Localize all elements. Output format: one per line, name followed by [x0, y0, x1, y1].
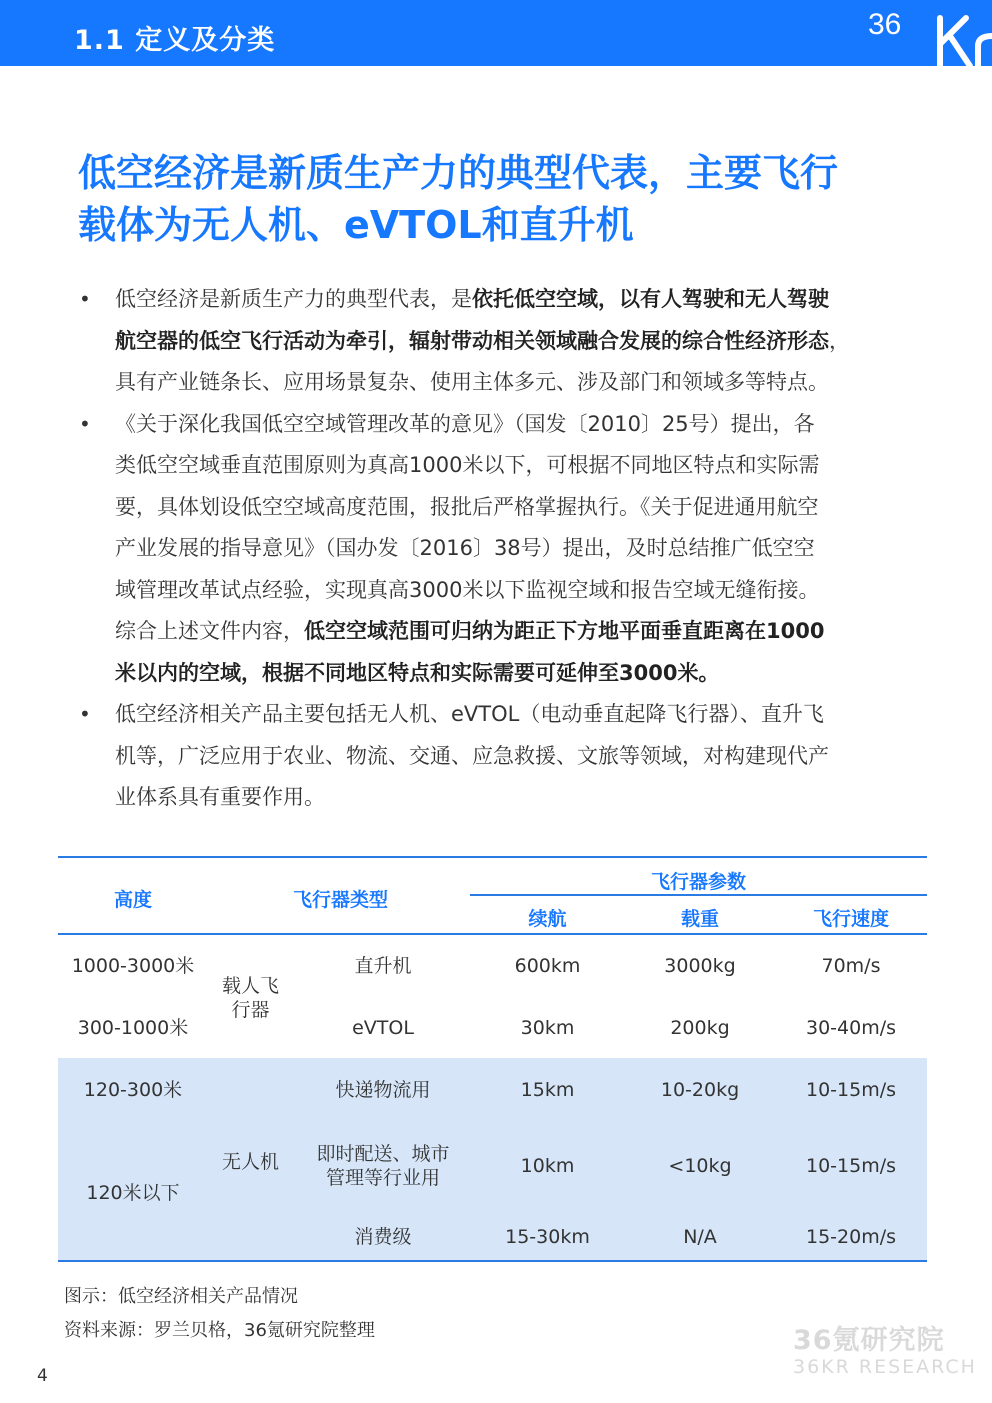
bullet-dot: •	[79, 411, 91, 436]
bullet-line	[115, 528, 925, 570]
row-range: 15km	[520, 1079, 575, 1101]
header-height: 高度	[113, 889, 152, 911]
bullet-line	[115, 570, 925, 612]
bullet-line	[115, 487, 925, 529]
row-range: 30km	[520, 1017, 575, 1039]
section-title: 1.1 定义及分类	[74, 25, 276, 56]
body-text: 低空经济是新质生产力的典型代表，是	[115, 287, 472, 311]
bullet-list	[75, 279, 925, 819]
bullet-line	[115, 694, 925, 736]
page-headline	[78, 147, 938, 251]
bullet-line	[115, 445, 925, 487]
watermark-en: 36KR RESEARCH	[793, 1356, 977, 1378]
source-caption: 资料来源：罗兰贝格，36氪研究院整理	[64, 1320, 375, 1341]
header-params: 飞行器参数	[650, 871, 746, 893]
watermark-cn: 36氪研究院	[793, 1325, 945, 1356]
row-speed: 30-40m/s	[805, 1017, 897, 1039]
row-payload: 10-20kg	[660, 1079, 740, 1101]
row-payload: 3000kg	[664, 955, 736, 977]
row-range: 10km	[520, 1155, 575, 1177]
bullet-line	[115, 777, 925, 819]
height-300-1000: 300-1000米	[77, 1017, 189, 1039]
row-type: 消费级	[354, 1226, 412, 1248]
body-text: 要，具体划设低空空域高度范围，报批后严格掌握执行。《关于促进通用航空	[115, 494, 819, 519]
body-text: 《关于深化我国低空空域管理改革的意见》（国发〔2010〕25号）提出，各	[115, 411, 815, 436]
height-120-300: 120-300米	[83, 1079, 183, 1101]
row-speed: 10-15m/s	[805, 1079, 897, 1101]
figure-caption: 图示：低空经济相关产品情况	[64, 1286, 298, 1307]
body-text: ，	[829, 328, 850, 353]
row-speed: 70m/s	[821, 955, 881, 977]
bullet-line	[115, 653, 925, 695]
bold-text: 航空器的低空飞行活动为牵引，辐射带动相关领域融合发展的综合性经济形态	[115, 328, 829, 353]
row-type-line: 即时配送、城市	[316, 1143, 450, 1165]
body-text: 域管理改革试点经验，实现真高3000米以下监视空域和报告空域无缝衔接。	[115, 577, 820, 602]
body-text: 产业发展的指导意见》（国办发〔2016〕38号）提出，及时总结推广低空空	[115, 536, 815, 560]
row-range: 15-30km	[505, 1226, 590, 1248]
row-speed: 15-20m/s	[805, 1226, 897, 1248]
bullet-line	[115, 611, 925, 653]
body-text: 综合上述文件内容，	[115, 619, 304, 643]
bullet-line	[115, 736, 925, 778]
bullet-line	[115, 279, 925, 321]
bold-text: 低空空域范围可归纳为距正下方地平面垂直距离在1000	[304, 619, 825, 643]
row-type-line: 管理等行业用	[325, 1167, 440, 1189]
bullet-item	[75, 404, 925, 695]
body-text: 具有产业链条长、应用场景复杂、使用主体多元、涉及部门和领域多等特点。	[115, 370, 829, 394]
row-type	[303, 1142, 463, 1190]
36kr-logo	[862, 0, 992, 66]
bold-text: 依托低空空域，以有人驾驶和无人驾驶	[472, 287, 829, 311]
row-type: 快递物流用	[335, 1079, 431, 1101]
bullet-line	[115, 362, 925, 404]
bullet-line	[115, 404, 925, 446]
header-type: 飞行器类型	[292, 889, 388, 911]
bold-text: 米以内的空域，根据不同地区特点和实际需要可延伸至3000米。	[115, 660, 720, 685]
height-1000-3000: 1000-3000米	[71, 955, 195, 977]
table-sub-rule	[470, 894, 927, 896]
bullet-dot: •	[79, 287, 91, 311]
bullet-item	[75, 694, 925, 819]
header-payload: 载重	[680, 908, 719, 930]
row-payload: <10kg	[668, 1155, 732, 1177]
row-speed: 10-15m/s	[805, 1155, 897, 1177]
body-text: 机等，广泛应用于农业、物流、交通、应急救援、文旅等领域，对构建现代产	[115, 743, 829, 768]
logo-36-text: 36	[868, 8, 902, 41]
page-number: 4	[37, 1366, 48, 1386]
header-range: 续航	[528, 908, 567, 930]
row-range: 600km	[514, 955, 581, 977]
group-drone: 无人机	[221, 1151, 279, 1173]
headline-line-1: 低空经济是新质生产力的典型代表，主要飞行	[78, 151, 839, 195]
bullet-line	[115, 321, 925, 363]
headline-line-2: 载体为无人机、eVTOL和直升机	[78, 203, 634, 247]
row-type: eVTOL	[352, 1017, 414, 1039]
row-payload: N/A	[683, 1226, 717, 1248]
group-manned: 载人飞 行器	[221, 975, 279, 1021]
table-header-rule	[58, 933, 927, 935]
bullet-item	[75, 279, 925, 404]
height-below-120: 120米以下	[86, 1182, 180, 1204]
bullet-dot: •	[79, 702, 91, 726]
body-text: 业体系具有重要作用。	[115, 785, 325, 809]
header-speed: 飞行速度	[812, 908, 889, 930]
body-text: 类低空空域垂直范围原则为真高1000米以下，可根据不同地区特点和实际需	[115, 453, 820, 477]
table-top-rule	[58, 856, 927, 858]
table-bottom-rule	[58, 1260, 927, 1262]
row-payload: 200kg	[670, 1017, 730, 1039]
body-text: 低空经济相关产品主要包括无人机、eVTOL（电动垂直起降飞行器）、直升飞	[115, 702, 824, 726]
row-type: 直升机	[354, 955, 412, 977]
